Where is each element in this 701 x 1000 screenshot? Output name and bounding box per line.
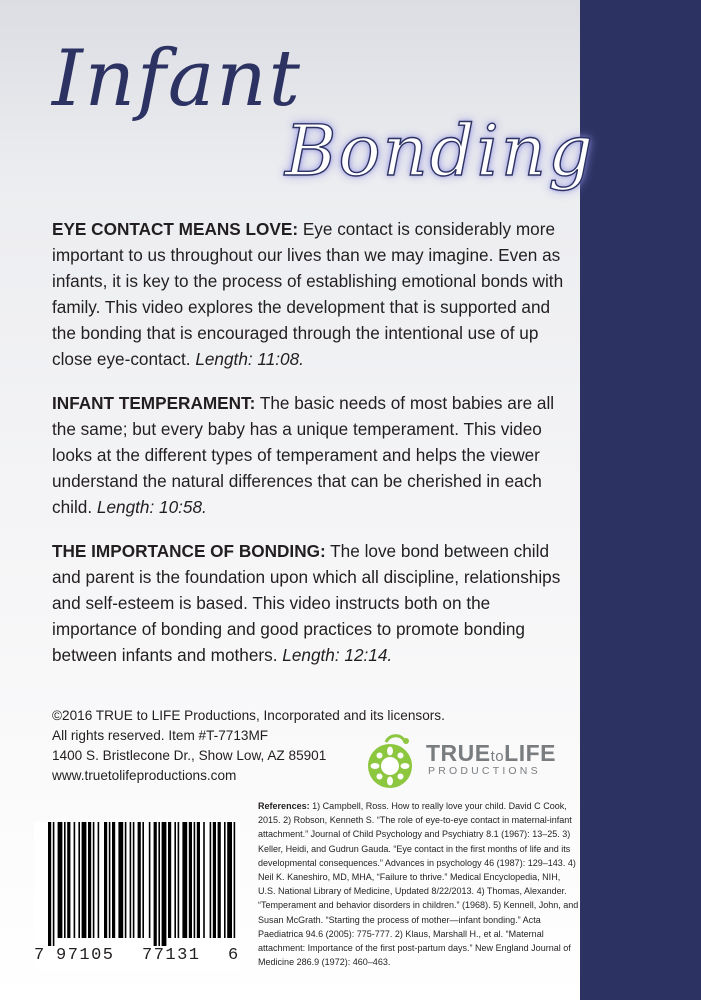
barcode-bar — [58, 822, 63, 938]
barcode-bar — [213, 822, 216, 938]
section-body: The basic needs of most babies are all the same; but every baby has a unique temperament. This video looks at the different types of temperament and helps the viewer understand the natural differences that can be cherished in each child. — [52, 393, 555, 517]
navy-spine-band — [580, 0, 701, 1000]
barcode-bar — [162, 822, 167, 946]
references-label: References: — [258, 801, 310, 812]
section-importance-of-bonding — [52, 538, 564, 668]
title-bonding: Bonding — [285, 110, 595, 192]
barcode-bars — [34, 822, 240, 946]
barcode-bar — [197, 822, 200, 938]
barcode-bar — [74, 822, 76, 938]
barcode-bar — [125, 822, 127, 938]
barcode-bar — [174, 822, 176, 938]
references-text: 1) Campbell, Ross. How to really love your child. David C Cook, 2015. 2) Robson, Kenneth S. “The role of eye-to-eye contact in maternal-infant attachment.” Journal of Child Psychology and Psychiatry 8.1 (1967): 13–25. 3) Keller, Heidi, and Gudrun Gauda. “Eye contact in the first months of life and its developmental consequences.” Advances in psychology 46 (1987): 129–143. 4) Neil K. Kaneshiro, MD, MHA, “Failure to thrive.” Medical Encyclopedia, NIH, U.S. National Library of Medicine, Updated 8/22/2013. 4) Thomas, Alexander. “Temperament and behavior disorders in children.” (1968). 5) Kennell, John, and Susan McGrath. “Starting the process of mother—infant bonding.” Acta Paediatrica 94.6 (2005): 775-777. 2) Klaus, Marshall H., et al. “Maternal attachment: Importance of the first post-partum days.” New England Journal of Medicine 286.9 (1972): 460–463. — [258, 801, 579, 969]
barcode-bar — [88, 822, 91, 938]
title-infant: Infant — [52, 34, 302, 124]
upc-barcode — [34, 822, 240, 970]
brand-name — [426, 740, 556, 767]
barcode-bar — [142, 822, 144, 938]
barcode-bar — [109, 822, 111, 938]
barcode-bar — [48, 822, 51, 946]
barcode-bar — [210, 822, 212, 938]
section-heading: THE IMPORTANCE OF BONDING: — [52, 541, 326, 561]
website-link[interactable]: www.truetolifeproductions.com — [52, 768, 237, 783]
section-infant-temperament — [52, 390, 564, 520]
address-line: 1400 S. Bristlecone Dr., Show Low, AZ 85901 — [52, 748, 327, 763]
barcode-bar — [227, 822, 232, 938]
barcode-bar — [168, 822, 171, 938]
section-eye-contact — [52, 216, 564, 372]
barcode-bar — [53, 822, 55, 946]
barcode-bar — [154, 822, 157, 946]
rights-line: All rights reserved. Item #T-7713MF — [52, 728, 269, 743]
barcode-bar — [189, 822, 192, 938]
barcode-bar — [182, 822, 187, 938]
barcode-bar — [93, 822, 95, 938]
barcode-bar — [78, 822, 80, 938]
barcode-bar — [178, 822, 180, 938]
section-heading: EYE CONTACT MEANS LOVE: — [52, 219, 299, 239]
section-body: The love bond between child and parent is the foundation upon which all discipline, relationships and self-esteem is based. This video instructs both on the importance of bonding and good practices to promote bonding between infants and mothers. — [52, 541, 561, 665]
section-length: Length: 12:14. — [282, 645, 393, 665]
barcode-bar — [130, 822, 132, 938]
barcode-digit-lead: 7 — [34, 946, 45, 965]
barcode-bar — [218, 822, 221, 938]
barcode-bar — [112, 822, 115, 938]
barcode-bar — [133, 822, 135, 938]
section-body: Eye contact is considerably more important to us throughout our lives than we may imagine. Even as infants, it is key to the process of establishing emotional bonds with family. This video explores the development that is supported and the bonding that is encouraged through the intentional use of up close eye-contact. — [52, 219, 564, 369]
brand-subtitle: PRODUCTIONS — [428, 765, 541, 777]
barcode-bar — [203, 822, 205, 938]
barcode-digits-right: 77131 — [142, 946, 201, 965]
barcode-bar — [138, 822, 141, 938]
video-descriptions — [52, 216, 564, 686]
barcode-bar — [104, 822, 107, 938]
barcode-bar — [234, 822, 236, 938]
barcode-bar — [158, 822, 160, 946]
section-heading: INFANT TEMPERAMENT: — [52, 393, 256, 413]
barcode-bar — [118, 822, 123, 938]
barcode-bar — [149, 822, 151, 938]
barcode-bar — [194, 822, 196, 938]
section-length: Length: 11:08. — [195, 349, 304, 369]
copyright-line: ©2016 TRUE to LIFE Productions, Incorporated and its licensors. — [52, 708, 445, 723]
brand-name-to: to — [490, 748, 505, 765]
brand-name-true: TRUE — [426, 740, 491, 766]
barcode-bar — [67, 822, 70, 938]
barcode-bar — [82, 822, 87, 938]
references-block — [258, 800, 579, 970]
brand-wordmark — [426, 740, 556, 777]
barcode-bar — [224, 822, 226, 938]
true-to-life-logo-icon — [360, 732, 424, 796]
brand-name-life: LIFE — [504, 740, 556, 766]
section-length: Length: 10:58. — [96, 497, 207, 517]
barcode-bar — [98, 822, 100, 938]
barcode-digits-left: 97105 — [56, 946, 115, 965]
legal-info — [52, 706, 445, 786]
barcode-digit-check: 6 — [228, 946, 239, 965]
barcode-bar — [64, 822, 66, 938]
